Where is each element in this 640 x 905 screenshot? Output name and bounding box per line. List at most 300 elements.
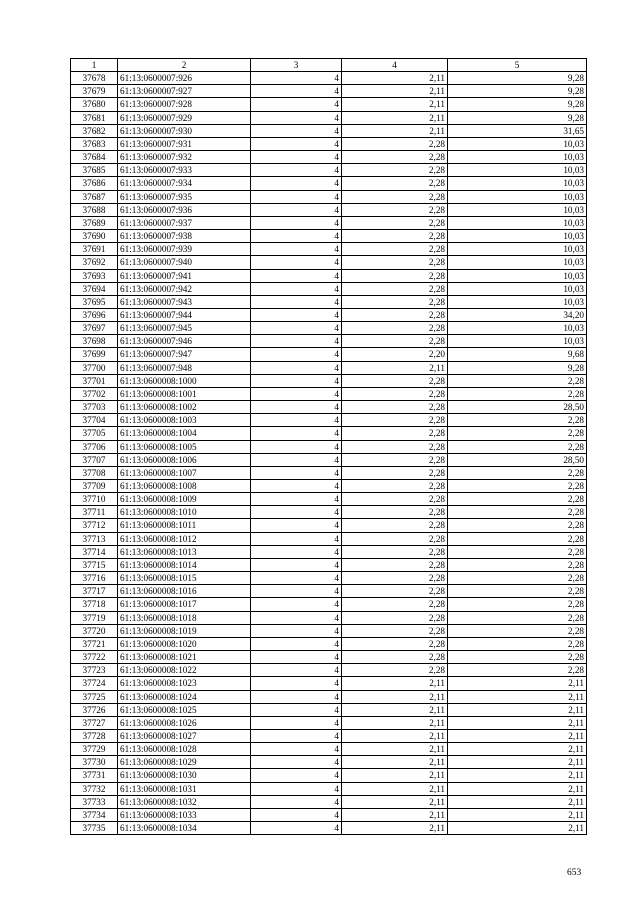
table-cell-col-4: 2,11	[342, 690, 448, 703]
table-cell-col-5: 2,11	[448, 769, 587, 782]
table-cell-col-1: 37693	[71, 269, 118, 282]
table-row	[71, 545, 587, 558]
table-cell-col-4: 2,28	[342, 664, 448, 677]
table-cell-col-1: 37701	[71, 374, 118, 387]
table-cell-col-1: 37735	[71, 822, 118, 835]
table-cell-col-2: 61:13:0600008:1021	[118, 651, 251, 664]
table-cell-col-3: 4	[251, 282, 342, 295]
table-row	[71, 769, 587, 782]
table-cell-col-4: 2,28	[342, 374, 448, 387]
table-cell-col-2: 61:13:0600008:1034	[118, 822, 251, 835]
table-cell-col-1: 37716	[71, 572, 118, 585]
table-cell-col-4: 2,28	[342, 558, 448, 571]
table-cell-col-1: 37683	[71, 137, 118, 150]
table-cell-col-4: 2,28	[342, 480, 448, 493]
table-cell-col-5: 10,03	[448, 177, 587, 190]
table-cell-col-1: 37688	[71, 203, 118, 216]
table-row	[71, 585, 587, 598]
table-cell-col-2: 61:13:0600008:1027	[118, 729, 251, 742]
table-row	[71, 269, 587, 282]
table-cell-col-4: 2,28	[342, 637, 448, 650]
table-cell-col-5: 2,28	[448, 545, 587, 558]
table-cell-col-1: 37726	[71, 703, 118, 716]
table-cell-col-5: 2,28	[448, 506, 587, 519]
table-row	[71, 572, 587, 585]
table-cell-col-4: 2,11	[342, 756, 448, 769]
table-cell-col-5: 2,28	[448, 480, 587, 493]
table-cell-col-1: 37681	[71, 111, 118, 124]
table-cell-col-2: 61:13:0600008:1009	[118, 493, 251, 506]
table-cell-col-4: 2,28	[342, 414, 448, 427]
table-cell-col-2: 61:13:0600008:1008	[118, 480, 251, 493]
table-cell-col-1: 37703	[71, 401, 118, 414]
table-cell-col-2: 61:13:0600008:1033	[118, 808, 251, 821]
table-cell-col-4: 2,28	[342, 532, 448, 545]
table-cell-col-5: 9,28	[448, 361, 587, 374]
table-cell-col-2: 61:13:0600008:1023	[118, 677, 251, 690]
table-cell-col-4: 2,28	[342, 401, 448, 414]
table-cell-col-1: 37731	[71, 769, 118, 782]
table-cell-col-2: 61:13:0600007:941	[118, 269, 251, 282]
table-cell-col-5: 2,11	[448, 795, 587, 808]
table-cell-col-5: 10,03	[448, 151, 587, 164]
table-cell-col-5: 2,11	[448, 808, 587, 821]
table-cell-col-2: 61:13:0600008:1019	[118, 624, 251, 637]
table-cell-col-1: 37733	[71, 795, 118, 808]
table-cell-col-5: 10,03	[448, 335, 587, 348]
table-cell-col-4: 2,28	[342, 493, 448, 506]
table-cell-col-2: 61:13:0600008:1003	[118, 414, 251, 427]
table-cell-col-4: 2,11	[342, 729, 448, 742]
table-cell-col-3: 4	[251, 611, 342, 624]
table-cell-col-3: 4	[251, 269, 342, 282]
table-cell-col-4: 2,28	[342, 611, 448, 624]
table-cell-col-3: 4	[251, 256, 342, 269]
header-row	[71, 59, 587, 72]
table-cell-col-5: 10,03	[448, 137, 587, 150]
table-cell-col-5: 2,28	[448, 611, 587, 624]
table-cell-col-2: 61:13:0600008:1032	[118, 795, 251, 808]
table-row	[71, 308, 587, 321]
table-row	[71, 414, 587, 427]
table-cell-col-4: 2,28	[342, 572, 448, 585]
table-row	[71, 427, 587, 440]
table-cell-col-4: 2,28	[342, 387, 448, 400]
table-cell-col-5: 2,11	[448, 729, 587, 742]
table-row	[71, 651, 587, 664]
table-cell-col-2: 61:13:0600007:936	[118, 203, 251, 216]
table-cell-col-2: 61:13:0600008:1013	[118, 545, 251, 558]
table-row	[71, 85, 587, 98]
table-cell-col-5: 2,28	[448, 651, 587, 664]
table-cell-col-3: 4	[251, 585, 342, 598]
table-cell-col-1: 37686	[71, 177, 118, 190]
table-cell-col-3: 4	[251, 111, 342, 124]
table-cell-col-1: 37702	[71, 387, 118, 400]
table-cell-col-3: 4	[251, 782, 342, 795]
table-cell-col-1: 37695	[71, 295, 118, 308]
table-row	[71, 216, 587, 229]
table-cell-col-4: 2,28	[342, 216, 448, 229]
table-cell-col-5: 2,28	[448, 427, 587, 440]
table-row	[71, 703, 587, 716]
table-cell-col-2: 61:13:0600007:933	[118, 164, 251, 177]
table-cell-col-2: 61:13:0600008:1031	[118, 782, 251, 795]
table-cell-col-5: 10,03	[448, 230, 587, 243]
table-cell-col-4: 2,11	[342, 769, 448, 782]
table-cell-col-1: 37729	[71, 743, 118, 756]
table-cell-col-3: 4	[251, 729, 342, 742]
table-cell-col-1: 37704	[71, 414, 118, 427]
table-cell-col-5: 10,03	[448, 269, 587, 282]
table-cell-col-4: 2,11	[342, 795, 448, 808]
table-cell-col-2: 61:13:0600007:928	[118, 98, 251, 111]
table-cell-col-1: 37722	[71, 651, 118, 664]
table-row	[71, 480, 587, 493]
table-cell-col-1: 37719	[71, 611, 118, 624]
table-cell-col-5: 2,28	[448, 532, 587, 545]
table-row	[71, 506, 587, 519]
table-cell-col-2: 61:13:0600008:1022	[118, 664, 251, 677]
table-cell-col-1: 37715	[71, 558, 118, 571]
table-row	[71, 282, 587, 295]
table-cell-col-3: 4	[251, 769, 342, 782]
table-cell-col-3: 4	[251, 85, 342, 98]
table-cell-col-4: 2,11	[342, 743, 448, 756]
table-cell-col-1: 37699	[71, 348, 118, 361]
table-cell-col-2: 61:13:0600007:945	[118, 322, 251, 335]
column-header-1: 1	[71, 59, 118, 72]
table-cell-col-1: 37714	[71, 545, 118, 558]
table-cell-col-4: 2,28	[342, 137, 448, 150]
table-cell-col-3: 4	[251, 348, 342, 361]
table-cell-col-5: 31,65	[448, 124, 587, 137]
table-cell-col-3: 4	[251, 808, 342, 821]
table-cell-col-2: 61:13:0600007:938	[118, 230, 251, 243]
table-cell-col-4: 2,28	[342, 440, 448, 453]
table-cell-col-3: 4	[251, 335, 342, 348]
table-cell-col-1: 37710	[71, 493, 118, 506]
table-cell-col-1: 37698	[71, 335, 118, 348]
table-cell-col-1: 37691	[71, 243, 118, 256]
table-row	[71, 611, 587, 624]
table-cell-col-1: 37679	[71, 85, 118, 98]
table-cell-col-2: 61:13:0600008:1030	[118, 769, 251, 782]
table-cell-col-5: 28,50	[448, 401, 587, 414]
table-cell-col-2: 61:13:0600007:943	[118, 295, 251, 308]
table-row	[71, 243, 587, 256]
table-cell-col-5: 2,11	[448, 822, 587, 835]
table-cell-col-2: 61:13:0600007:948	[118, 361, 251, 374]
table-body	[71, 72, 587, 835]
table-cell-col-5: 2,11	[448, 703, 587, 716]
table-cell-col-4: 2,11	[342, 111, 448, 124]
table-cell-col-2: 61:13:0600008:1020	[118, 637, 251, 650]
table-cell-col-4: 2,28	[342, 256, 448, 269]
table-cell-col-3: 4	[251, 177, 342, 190]
table-cell-col-2: 61:13:0600008:1005	[118, 440, 251, 453]
table-cell-col-3: 4	[251, 361, 342, 374]
table-cell-col-4: 2,11	[342, 808, 448, 821]
table-cell-col-3: 4	[251, 440, 342, 453]
table-cell-col-3: 4	[251, 98, 342, 111]
table-cell-col-2: 61:13:0600007:931	[118, 137, 251, 150]
table-cell-col-2: 61:13:0600008:1011	[118, 519, 251, 532]
table-row	[71, 493, 587, 506]
table-row	[71, 164, 587, 177]
table-cell-col-3: 4	[251, 545, 342, 558]
table-row	[71, 401, 587, 414]
table-cell-col-2: 61:13:0600007:940	[118, 256, 251, 269]
table-cell-col-4: 2,28	[342, 545, 448, 558]
table-cell-col-5: 2,11	[448, 743, 587, 756]
table-cell-col-1: 37724	[71, 677, 118, 690]
table-cell-col-5: 34,20	[448, 308, 587, 321]
table-cell-col-1: 37725	[71, 690, 118, 703]
table-cell-col-4: 2,11	[342, 703, 448, 716]
table-cell-col-5: 9,68	[448, 348, 587, 361]
table-cell-col-1: 37727	[71, 716, 118, 729]
table-row	[71, 440, 587, 453]
table-cell-col-3: 4	[251, 414, 342, 427]
table-cell-col-1: 37689	[71, 216, 118, 229]
table-cell-col-3: 4	[251, 427, 342, 440]
table-cell-col-1: 37707	[71, 453, 118, 466]
table-cell-col-1: 37684	[71, 151, 118, 164]
table-cell-col-2: 61:13:0600007:946	[118, 335, 251, 348]
table-cell-col-3: 4	[251, 572, 342, 585]
table-cell-col-5: 10,03	[448, 190, 587, 203]
table-cell-col-1: 37708	[71, 466, 118, 479]
table-cell-col-2: 61:13:0600007:926	[118, 72, 251, 85]
table-cell-col-2: 61:13:0600008:1002	[118, 401, 251, 414]
table-cell-col-4: 2,20	[342, 348, 448, 361]
table-cell-col-3: 4	[251, 190, 342, 203]
table-row	[71, 466, 587, 479]
table-cell-col-5: 10,03	[448, 295, 587, 308]
table-cell-col-1: 37732	[71, 782, 118, 795]
table-cell-col-5: 2,11	[448, 677, 587, 690]
table-cell-col-4: 2,28	[342, 243, 448, 256]
table-cell-col-3: 4	[251, 624, 342, 637]
table-cell-col-2: 61:13:0600007:932	[118, 151, 251, 164]
table-row	[71, 256, 587, 269]
data-table	[70, 58, 587, 835]
table-cell-col-4: 2,28	[342, 230, 448, 243]
table-cell-col-3: 4	[251, 322, 342, 335]
table-cell-col-3: 4	[251, 151, 342, 164]
table-cell-col-1: 37696	[71, 308, 118, 321]
table-cell-col-2: 61:13:0600007:935	[118, 190, 251, 203]
table-cell-col-3: 4	[251, 453, 342, 466]
table-cell-col-5: 10,03	[448, 282, 587, 295]
table-cell-col-2: 61:13:0600008:1010	[118, 506, 251, 519]
table-cell-col-3: 4	[251, 401, 342, 414]
table-row	[71, 795, 587, 808]
table-cell-col-1: 37709	[71, 480, 118, 493]
table-cell-col-1: 37734	[71, 808, 118, 821]
table-cell-col-3: 4	[251, 532, 342, 545]
table-row	[71, 322, 587, 335]
table-cell-col-3: 4	[251, 72, 342, 85]
table-cell-col-5: 2,28	[448, 440, 587, 453]
table-cell-col-1: 37730	[71, 756, 118, 769]
table-row	[71, 782, 587, 795]
table-cell-col-3: 4	[251, 374, 342, 387]
table-row	[71, 453, 587, 466]
table-cell-col-3: 4	[251, 664, 342, 677]
table-cell-col-4: 2,28	[342, 164, 448, 177]
table-cell-col-5: 2,28	[448, 374, 587, 387]
table-row	[71, 230, 587, 243]
table-row	[71, 598, 587, 611]
table-cell-col-5: 10,03	[448, 216, 587, 229]
table-cell-col-4: 2,28	[342, 282, 448, 295]
table-cell-col-2: 61:13:0600007:942	[118, 282, 251, 295]
table-cell-col-1: 37700	[71, 361, 118, 374]
table-cell-col-3: 4	[251, 466, 342, 479]
table-cell-col-1: 37694	[71, 282, 118, 295]
table-cell-col-2: 61:13:0600008:1015	[118, 572, 251, 585]
table-cell-col-2: 61:13:0600008:1017	[118, 598, 251, 611]
table-cell-col-3: 4	[251, 308, 342, 321]
table-cell-col-3: 4	[251, 164, 342, 177]
table-cell-col-4: 2,28	[342, 308, 448, 321]
table-cell-col-3: 4	[251, 756, 342, 769]
table-cell-col-5: 2,28	[448, 624, 587, 637]
table-cell-col-1: 37685	[71, 164, 118, 177]
table-row	[71, 532, 587, 545]
table-cell-col-5: 10,03	[448, 164, 587, 177]
table-cell-col-5: 2,28	[448, 585, 587, 598]
table-row	[71, 690, 587, 703]
table-cell-col-3: 4	[251, 295, 342, 308]
table-cell-col-4: 2,11	[342, 85, 448, 98]
table-row	[71, 203, 587, 216]
table-cell-col-4: 2,28	[342, 151, 448, 164]
table-cell-col-3: 4	[251, 598, 342, 611]
table-cell-col-2: 61:13:0600007:937	[118, 216, 251, 229]
table-row	[71, 743, 587, 756]
table-row	[71, 637, 587, 650]
table-cell-col-2: 61:13:0600008:1016	[118, 585, 251, 598]
table-cell-col-4: 2,28	[342, 651, 448, 664]
table-cell-col-2: 61:13:0600008:1000	[118, 374, 251, 387]
table-cell-col-4: 2,28	[342, 177, 448, 190]
table-cell-col-4: 2,11	[342, 361, 448, 374]
table-cell-col-3: 4	[251, 243, 342, 256]
table-row	[71, 822, 587, 835]
table-cell-col-3: 4	[251, 558, 342, 571]
table-cell-col-2: 61:13:0600008:1012	[118, 532, 251, 545]
table-cell-col-1: 37720	[71, 624, 118, 637]
table-cell-col-4: 2,11	[342, 72, 448, 85]
table-cell-col-1: 37717	[71, 585, 118, 598]
table-cell-col-4: 2,11	[342, 822, 448, 835]
table-cell-col-2: 61:13:0600007:929	[118, 111, 251, 124]
table-cell-col-5: 2,28	[448, 519, 587, 532]
table-cell-col-2: 61:13:0600007:947	[118, 348, 251, 361]
table-cell-col-2: 61:13:0600008:1025	[118, 703, 251, 716]
table-cell-col-4: 2,11	[342, 782, 448, 795]
table-cell-col-5: 2,11	[448, 756, 587, 769]
table-cell-col-5: 2,11	[448, 690, 587, 703]
table-cell-col-4: 2,28	[342, 269, 448, 282]
table-cell-col-3: 4	[251, 230, 342, 243]
table-cell-col-2: 61:13:0600008:1007	[118, 466, 251, 479]
column-header-5: 5	[448, 59, 587, 72]
table-cell-col-1: 37711	[71, 506, 118, 519]
column-header-4: 4	[342, 59, 448, 72]
table-cell-col-3: 4	[251, 743, 342, 756]
table-cell-col-2: 61:13:0600008:1024	[118, 690, 251, 703]
table-cell-col-4: 2,28	[342, 598, 448, 611]
table-cell-col-1: 37718	[71, 598, 118, 611]
table-row	[71, 151, 587, 164]
table-row	[71, 677, 587, 690]
table-cell-col-5: 2,28	[448, 558, 587, 571]
table-cell-col-5: 2,11	[448, 782, 587, 795]
table-cell-col-1: 37728	[71, 729, 118, 742]
table-cell-col-3: 4	[251, 716, 342, 729]
table-cell-col-5: 2,28	[448, 387, 587, 400]
table-cell-col-1: 37687	[71, 190, 118, 203]
table-cell-col-3: 4	[251, 637, 342, 650]
table-cell-col-4: 2,28	[342, 585, 448, 598]
table-cell-col-5: 2,28	[448, 598, 587, 611]
table-cell-col-2: 61:13:0600008:1006	[118, 453, 251, 466]
table-cell-col-3: 4	[251, 795, 342, 808]
table-cell-col-4: 2,28	[342, 203, 448, 216]
table-row	[71, 137, 587, 150]
table-cell-col-3: 4	[251, 216, 342, 229]
table-cell-col-5: 9,28	[448, 111, 587, 124]
table-cell-col-5: 2,28	[448, 493, 587, 506]
table-cell-col-4: 2,28	[342, 519, 448, 532]
table-cell-col-4: 2,28	[342, 335, 448, 348]
table-row	[71, 729, 587, 742]
table-row	[71, 808, 587, 821]
table-cell-col-5: 10,03	[448, 322, 587, 335]
table-cell-col-2: 61:13:0600007:939	[118, 243, 251, 256]
table-cell-col-3: 4	[251, 506, 342, 519]
table-row	[71, 111, 587, 124]
table-cell-col-1: 37713	[71, 532, 118, 545]
table-cell-col-5: 2,28	[448, 637, 587, 650]
table-cell-col-5: 9,28	[448, 85, 587, 98]
table-cell-col-1: 37690	[71, 230, 118, 243]
table-cell-col-4: 2,28	[342, 190, 448, 203]
table-row	[71, 361, 587, 374]
table-row	[71, 190, 587, 203]
table-cell-col-3: 4	[251, 124, 342, 137]
table-row	[71, 624, 587, 637]
table-cell-col-1: 37723	[71, 664, 118, 677]
table-cell-col-2: 61:13:0600007:930	[118, 124, 251, 137]
table-cell-col-5: 2,28	[448, 664, 587, 677]
table-cell-col-3: 4	[251, 703, 342, 716]
table-cell-col-4: 2,28	[342, 506, 448, 519]
table-cell-col-5: 2,28	[448, 414, 587, 427]
table-cell-col-2: 61:13:0600007:934	[118, 177, 251, 190]
page-number: 653	[567, 868, 582, 878]
table-cell-col-1: 37721	[71, 637, 118, 650]
table-cell-col-3: 4	[251, 137, 342, 150]
column-header-2: 2	[118, 59, 251, 72]
table-row	[71, 716, 587, 729]
table-cell-col-5: 2,28	[448, 466, 587, 479]
table-cell-col-3: 4	[251, 203, 342, 216]
